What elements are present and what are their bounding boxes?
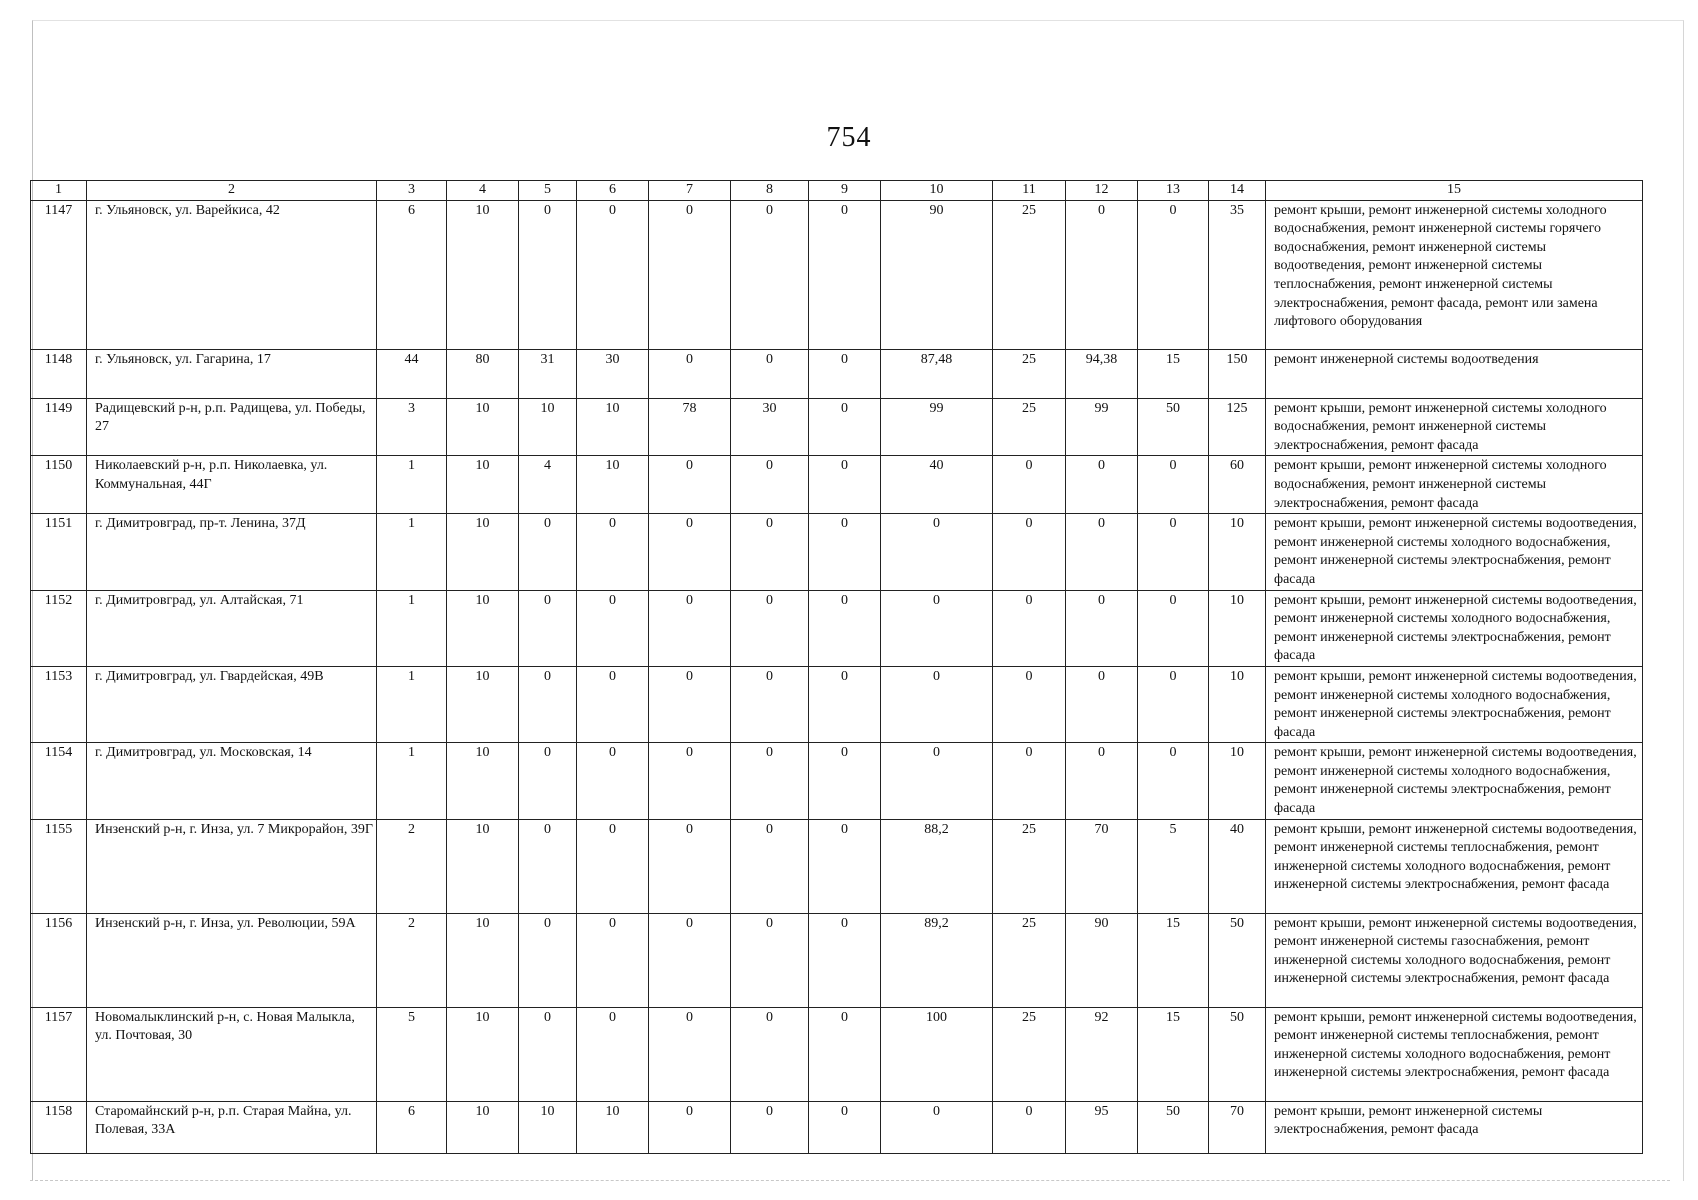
address-cell: Новомалыклинский р-н, с. Новая Малыкла, ул. Почтовая, 30 [87,1007,377,1101]
table-row [31,1007,1643,1101]
address-cell: Николаевский р-н, р.п. Николаевка, ул. Коммунальная, 44Г [87,456,377,514]
cell-col9: 0 [809,590,881,666]
cell-col11: 0 [993,514,1066,590]
cell-col3: 2 [377,913,447,1007]
col-header-12: 12 [1066,181,1138,201]
col-header-9: 9 [809,181,881,201]
cell-col11: 25 [993,913,1066,1007]
cell-col11: 0 [993,1101,1066,1153]
cell-col8: 0 [731,666,809,742]
cell-col8: 0 [731,743,809,819]
address-cell: г. Димитровград, ул. Алтайская, 71 [87,590,377,666]
cell-col12: 70 [1066,819,1138,913]
cell-col14: 150 [1209,349,1266,398]
row-number: 1155 [31,819,87,913]
cell-col3: 1 [377,743,447,819]
cell-col14: 10 [1209,666,1266,742]
cell-col9: 0 [809,398,881,456]
col-header-2: 2 [87,181,377,201]
cell-col9: 0 [809,819,881,913]
cell-col14: 35 [1209,200,1266,349]
address-cell: г. Димитровград, ул. Московская, 14 [87,743,377,819]
cell-col12: 90 [1066,913,1138,1007]
cell-col3: 6 [377,200,447,349]
cell-col12: 0 [1066,590,1138,666]
cell-col9: 0 [809,913,881,1007]
row-number: 1151 [31,514,87,590]
cell-col5: 0 [519,1007,577,1101]
cell-col13: 5 [1138,819,1209,913]
row-number: 1149 [31,398,87,456]
cell-col4: 10 [447,819,519,913]
cell-col4: 10 [447,913,519,1007]
address-cell: Инзенский р-н, г. Инза, ул. Революции, 59А [87,913,377,1007]
cell-col10: 0 [881,590,993,666]
cell-col7: 0 [649,1101,731,1153]
cell-col12: 95 [1066,1101,1138,1153]
cell-col13: 0 [1138,456,1209,514]
cell-col11: 0 [993,743,1066,819]
col-header-13: 13 [1138,181,1209,201]
col-header-3: 3 [377,181,447,201]
cell-col8: 0 [731,514,809,590]
col-header-15: 15 [1266,181,1643,201]
table-row [31,398,1643,456]
cell-col11: 25 [993,349,1066,398]
cell-col5: 0 [519,200,577,349]
cell-col4: 10 [447,398,519,456]
cell-col14: 50 [1209,1007,1266,1101]
cell-col14: 50 [1209,913,1266,1007]
cell-col11: 0 [993,456,1066,514]
cell-col10: 90 [881,200,993,349]
cell-col11: 0 [993,666,1066,742]
address-cell: Старомайнский р-н, р.п. Старая Майна, ул. Полевая, 33А [87,1101,377,1153]
cell-col7: 78 [649,398,731,456]
row-number: 1150 [31,456,87,514]
cell-col10: 0 [881,743,993,819]
table-row [31,349,1643,398]
cell-col6: 0 [577,200,649,349]
cell-col10: 99 [881,398,993,456]
cell-col7: 0 [649,514,731,590]
cell-col3: 1 [377,456,447,514]
cell-col9: 0 [809,1101,881,1153]
cell-col5: 0 [519,590,577,666]
row-number: 1158 [31,1101,87,1153]
cell-col14: 60 [1209,456,1266,514]
cell-col10: 100 [881,1007,993,1101]
address-cell: г. Димитровград, ул. Гвардейская, 49В [87,666,377,742]
cell-col9: 0 [809,1007,881,1101]
cell-col4: 10 [447,514,519,590]
cell-col5: 10 [519,1101,577,1153]
row-number: 1156 [31,913,87,1007]
cell-col5: 0 [519,819,577,913]
cell-col4: 10 [447,1101,519,1153]
col-header-10: 10 [881,181,993,201]
cell-col4: 10 [447,200,519,349]
cell-col7: 0 [649,590,731,666]
address-cell: Радищевский р-н, р.п. Радищева, ул. Победы, 27 [87,398,377,456]
cell-col8: 30 [731,398,809,456]
cell-col6: 0 [577,913,649,1007]
cell-col13: 0 [1138,666,1209,742]
works-cell: ремонт крыши, ремонт инженерной системы водоотведения, ремонт инженерной системы холодного водоснабжения, ремонт инженерной системы электроснабжения, ремонт фасада [1266,743,1643,819]
cell-col14: 10 [1209,514,1266,590]
col-header-6: 6 [577,181,649,201]
cell-col11: 0 [993,590,1066,666]
cell-col14: 70 [1209,1101,1266,1153]
cell-col8: 0 [731,1101,809,1153]
table-row [31,666,1643,742]
works-cell: ремонт крыши, ремонт инженерной системы водоотведения, ремонт инженерной системы теплоснабжения, ремонт инженерной системы холодного водоснабжения, ремонт инженерной системы электроснабжения, ремонт фасада [1266,1007,1643,1101]
cell-col13: 15 [1138,1007,1209,1101]
address-cell: г. Димитровград, пр-т. Ленина, 37Д [87,514,377,590]
works-cell: ремонт крыши, ремонт инженерной системы холодного водоснабжения, ремонт инженерной системы электроснабжения, ремонт фасада [1266,456,1643,514]
table-row [31,456,1643,514]
col-header-8: 8 [731,181,809,201]
cell-col12: 94,38 [1066,349,1138,398]
table-row [31,1101,1643,1153]
cell-col6: 0 [577,819,649,913]
works-cell: ремонт крыши, ремонт инженерной системы холодного водоснабжения, ремонт инженерной системы горячего водоснабжения, ремонт инженерной системы водоотведения, ремонт инженерной системы теплоснабжения, ремонт инженерной системы электроснабжения, ремонт фасада, ремонт или замена лифтового оборудования [1266,200,1643,349]
works-cell: ремонт крыши, ремонт инженерной системы водоотведения, ремонт инженерной системы холодного водоснабжения, ремонт инженерной системы электроснабжения, ремонт фасада [1266,590,1643,666]
works-cell: ремонт крыши, ремонт инженерной системы водоотведения, ремонт инженерной системы холодного водоснабжения, ремонт инженерной системы электроснабжения, ремонт фасада [1266,666,1643,742]
cell-col7: 0 [649,913,731,1007]
cell-col7: 0 [649,819,731,913]
cell-col11: 25 [993,1007,1066,1101]
row-number: 1148 [31,349,87,398]
cell-col3: 5 [377,1007,447,1101]
cell-col12: 92 [1066,1007,1138,1101]
cell-col8: 0 [731,819,809,913]
address-cell: г. Ульяновск, ул. Варейкиса, 42 [87,200,377,349]
cell-col9: 0 [809,666,881,742]
col-header-14: 14 [1209,181,1266,201]
cell-col8: 0 [731,200,809,349]
row-number: 1157 [31,1007,87,1101]
cell-col6: 0 [577,514,649,590]
works-cell: ремонт крыши, ремонт инженерной системы водоотведения, ремонт инженерной системы теплоснабжения, ремонт инженерной системы холодного водоснабжения, ремонт инженерной системы электроснабжения, ремонт фасада [1266,819,1643,913]
works-cell: ремонт крыши, ремонт инженерной системы электроснабжения, ремонт фасада [1266,1101,1643,1153]
table-row [31,514,1643,590]
cell-col6: 10 [577,398,649,456]
cell-col8: 0 [731,913,809,1007]
cell-col7: 0 [649,456,731,514]
cell-col5: 4 [519,456,577,514]
col-header-7: 7 [649,181,731,201]
cell-col4: 10 [447,743,519,819]
cell-col3: 1 [377,666,447,742]
header-row [31,181,1643,201]
row-number: 1153 [31,666,87,742]
cell-col8: 0 [731,456,809,514]
cell-col8: 0 [731,349,809,398]
cell-col11: 25 [993,398,1066,456]
cell-col10: 0 [881,1101,993,1153]
cell-col7: 0 [649,200,731,349]
repair-program-table [30,180,1643,1154]
cell-col6: 0 [577,1007,649,1101]
works-cell: ремонт инженерной системы водоотведения [1266,349,1643,398]
cell-col7: 0 [649,743,731,819]
cell-col3: 3 [377,398,447,456]
table-row [31,743,1643,819]
cell-col9: 0 [809,349,881,398]
cell-col4: 10 [447,456,519,514]
table-row [31,819,1643,913]
scan-edge-line [30,1180,1670,1181]
cell-col13: 0 [1138,514,1209,590]
cell-col9: 0 [809,200,881,349]
address-cell: г. Ульяновск, ул. Гагарина, 17 [87,349,377,398]
works-cell: ремонт крыши, ремонт инженерной системы водоотведения, ремонт инженерной системы газоснабжения, ремонт инженерной системы холодного водоснабжения, ремонт инженерной системы электроснабжения, ремонт фасада [1266,913,1643,1007]
cell-col13: 0 [1138,590,1209,666]
cell-col8: 0 [731,590,809,666]
cell-col4: 80 [447,349,519,398]
cell-col12: 0 [1066,456,1138,514]
col-header-1: 1 [31,181,87,201]
row-number: 1147 [31,200,87,349]
cell-col13: 50 [1138,1101,1209,1153]
cell-col11: 25 [993,819,1066,913]
cell-col7: 0 [649,349,731,398]
table-row [31,913,1643,1007]
cell-col3: 44 [377,349,447,398]
cell-col13: 15 [1138,913,1209,1007]
cell-col13: 15 [1138,349,1209,398]
cell-col9: 0 [809,743,881,819]
cell-col14: 10 [1209,743,1266,819]
cell-col13: 0 [1138,743,1209,819]
cell-col13: 50 [1138,398,1209,456]
table-row [31,200,1643,349]
cell-col4: 10 [447,590,519,666]
cell-col6: 0 [577,666,649,742]
cell-col6: 10 [577,456,649,514]
cell-col12: 99 [1066,398,1138,456]
cell-col12: 0 [1066,514,1138,590]
address-cell: Инзенский р-н, г. Инза, ул. 7 Микрорайон, 39Г [87,819,377,913]
cell-col4: 10 [447,1007,519,1101]
row-number: 1154 [31,743,87,819]
cell-col14: 40 [1209,819,1266,913]
row-number: 1152 [31,590,87,666]
works-cell: ремонт крыши, ремонт инженерной системы холодного водоснабжения, ремонт инженерной системы электроснабжения, ремонт фасада [1266,398,1643,456]
cell-col6: 0 [577,743,649,819]
cell-col10: 40 [881,456,993,514]
cell-col14: 10 [1209,590,1266,666]
cell-col6: 0 [577,590,649,666]
cell-col12: 0 [1066,666,1138,742]
col-header-5: 5 [519,181,577,201]
cell-col12: 0 [1066,200,1138,349]
cell-col10: 88,2 [881,819,993,913]
cell-col5: 0 [519,913,577,1007]
cell-col5: 0 [519,743,577,819]
cell-col6: 10 [577,1101,649,1153]
cell-col3: 1 [377,514,447,590]
cell-col5: 31 [519,349,577,398]
cell-col7: 0 [649,666,731,742]
cell-col10: 0 [881,666,993,742]
cell-col12: 0 [1066,743,1138,819]
cell-col7: 0 [649,1007,731,1101]
cell-col11: 25 [993,200,1066,349]
cell-col10: 87,48 [881,349,993,398]
table-row [31,590,1643,666]
cell-col3: 1 [377,590,447,666]
cell-col10: 0 [881,514,993,590]
cell-col10: 89,2 [881,913,993,1007]
page-number: 754 [826,122,872,153]
cell-col5: 10 [519,398,577,456]
col-header-4: 4 [447,181,519,201]
cell-col6: 30 [577,349,649,398]
works-cell: ремонт крыши, ремонт инженерной системы водоотведения, ремонт инженерной системы холодного водоснабжения, ремонт инженерной системы электроснабжения, ремонт фасада [1266,514,1643,590]
cell-col5: 0 [519,514,577,590]
cell-col9: 0 [809,514,881,590]
cell-col3: 6 [377,1101,447,1153]
col-header-11: 11 [993,181,1066,201]
cell-col14: 125 [1209,398,1266,456]
cell-col8: 0 [731,1007,809,1101]
cell-col13: 0 [1138,200,1209,349]
cell-col4: 10 [447,666,519,742]
cell-col9: 0 [809,456,881,514]
cell-col3: 2 [377,819,447,913]
cell-col5: 0 [519,666,577,742]
